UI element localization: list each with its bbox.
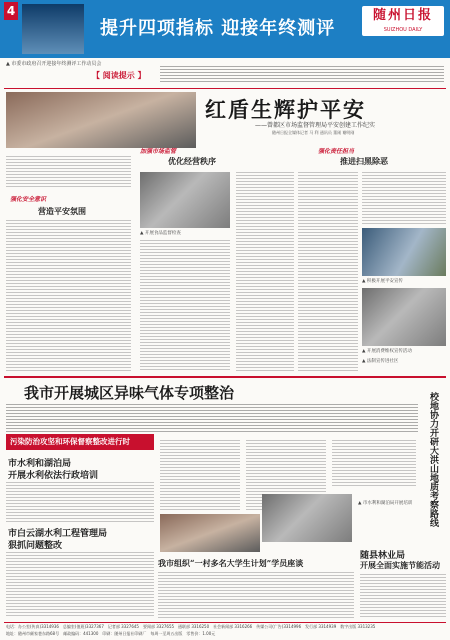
article1-col2 xyxy=(140,240,230,372)
article1-photo-mid xyxy=(140,172,230,228)
section-c-heading: 推进扫黑除恶 xyxy=(340,156,388,166)
article1-photo-right1 xyxy=(362,228,446,276)
news-sub4-heading: 开展全面实施节能活动 xyxy=(360,560,440,570)
article1-caption1: ▲ 开展食品监督检查 xyxy=(140,231,181,236)
article2-photo xyxy=(160,514,260,552)
article1-byline: 随州日报全媒体记者 马 利 通讯员 董刚 谢明刚 xyxy=(272,130,355,135)
news-sub1-title: 市水利和湖泊局 xyxy=(8,459,72,469)
news-sub4-body xyxy=(360,574,446,618)
article1-title: 红盾生辉护平安 xyxy=(205,97,366,122)
logo xyxy=(362,6,444,36)
divider xyxy=(4,88,446,89)
news-sub3-title: 我市组织“一村多名大学生计划”学员座谈 xyxy=(158,558,304,568)
article1-caption3: ▲ 开展消费维权宣传活动 xyxy=(362,349,412,354)
news-sub3-body xyxy=(158,572,354,618)
article1-col5 xyxy=(362,172,446,224)
masthead xyxy=(0,0,450,58)
section-b-heading: 优化经营秩序 xyxy=(168,156,216,166)
divider xyxy=(4,376,446,378)
section-banner-text: 污染防治攻坚和环保督察整改进行时 xyxy=(10,437,130,446)
footer-address: 地址：随州市颜家巷东路68号 邮政编码：441300 印刷：随州日报社印刷厂 每周一至周五出版 零售价：1.00元 xyxy=(6,631,216,636)
article1-photo-top xyxy=(6,92,196,148)
section-a-label: 强化安全意识 xyxy=(10,196,47,203)
header-photo-caption: ▲ 市委市政府召开迎接年终测评工作动员会 xyxy=(6,61,102,67)
article2-title: 我市开展城区异味气体专项整治 xyxy=(24,384,235,402)
article1-col1 xyxy=(6,220,131,372)
footer-divider xyxy=(4,622,446,623)
header-photo xyxy=(22,4,84,54)
headline: 提升四项指标 迎接年终测评 xyxy=(100,18,336,39)
footer-contacts: 电话：办公室(传真)3314936 总编室(值班)3327367 记者部 3327645 要闻部 3327655 通联部 3316250 社会新闻部 3316266 传媒公司(广告)3314996 发行部 3314939 数字出版 3313235 xyxy=(6,624,376,629)
article1-photo-right2 xyxy=(362,288,446,346)
section-b-label: 加强市场监管 xyxy=(140,148,177,155)
article2-col2 xyxy=(160,440,240,512)
side-title-vertical: 校地协力开研大洪山地质考察路线 xyxy=(428,392,438,527)
reading-tip-text xyxy=(160,66,444,84)
article2-body xyxy=(6,404,418,434)
article2-col4 xyxy=(332,440,416,488)
logo-text: 随州日报 xyxy=(372,8,433,23)
article2-photo-right xyxy=(262,494,352,542)
news-sub4-title: 随县林业局 xyxy=(360,551,406,561)
news-sub2-title: 市白云湖水利工程管理局 xyxy=(8,529,108,539)
reading-tip-label: 【 阅读提示 】 xyxy=(92,70,146,80)
news-sub1-body xyxy=(6,482,154,522)
logo-sub: SUIZHOU DAILY xyxy=(383,27,423,33)
article1-subtitle: ——曾都区市场监督管理局平安创建工作纪实 xyxy=(255,122,376,129)
news-sub2-heading: 狠抓问题整改 xyxy=(8,541,63,551)
news-sub2-body xyxy=(6,552,154,618)
article1-caption4: ▲ 法制宣传进社区 xyxy=(362,359,399,364)
section-c-label: 强化责任担当 xyxy=(318,148,355,155)
section-banner xyxy=(6,434,154,450)
article1-lead xyxy=(6,156,131,188)
section-a-heading: 营造平安氛围 xyxy=(38,206,86,216)
news-sub1-heading: 开展水利依法行政培训 xyxy=(8,471,99,481)
page-number: 4 xyxy=(4,2,18,20)
article2-caption: ▲ 市水利和湖泊局开展培训 xyxy=(358,501,413,506)
article1-col4 xyxy=(298,172,358,372)
article1-col3 xyxy=(236,172,294,372)
article1-caption2: ▲ 积极开展平安宣传 xyxy=(362,279,403,284)
